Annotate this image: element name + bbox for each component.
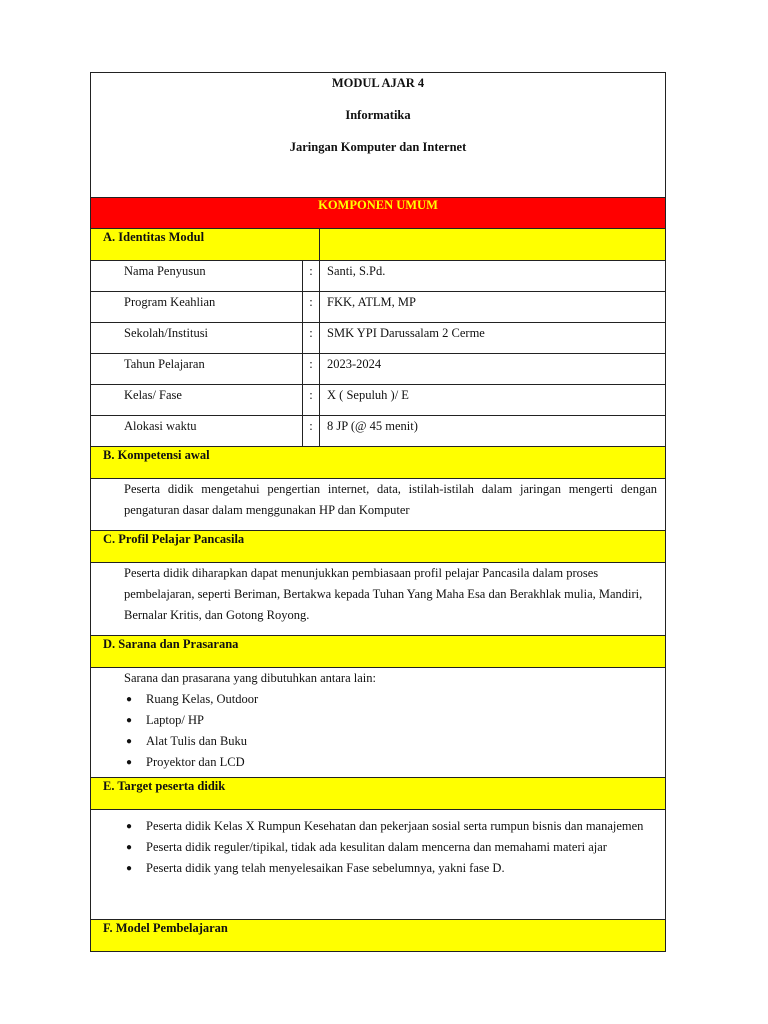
- section-d-intro: Sarana dan prasarana yang dibutuhkan antara lain:: [124, 671, 376, 685]
- list-item: ● Laptop/ HP: [124, 710, 657, 731]
- identitas-label: Alokasi waktu: [91, 416, 303, 446]
- subject-title: Informatika: [345, 108, 411, 122]
- identitas-label: Kelas/ Fase: [91, 385, 303, 415]
- section-c-header: C. Profil Pelajar Pancasila: [90, 531, 666, 563]
- identitas-label: Sekolah/Institusi: [91, 323, 303, 353]
- topic-title: Jaringan Komputer dan Internet: [289, 140, 467, 154]
- section-f-header: F. Model Pembelajaran: [90, 920, 666, 952]
- identitas-sep: :: [303, 354, 320, 384]
- section-a-title: A. Identitas Modul: [91, 229, 320, 260]
- identitas-label: Nama Penyusun: [91, 261, 303, 291]
- bullet-icon: ●: [126, 757, 133, 768]
- section-e-header: E. Target peserta didik: [90, 778, 666, 810]
- section-a-blank: [320, 229, 665, 260]
- identitas-value: 2023-2024: [327, 357, 382, 371]
- list-item: ● Peserta didik Kelas X Rumpun Kesehatan dan pekerjaan sosial serta rumpun bisnis dan manajemen: [124, 816, 657, 837]
- section-e-body: [90, 810, 666, 920]
- identitas-value: SMK YPI Darussalam 2 Cerme: [327, 326, 485, 340]
- section-d-body: [90, 668, 666, 778]
- list-item: ● Proyektor dan LCD: [124, 752, 657, 773]
- section-a-header: [90, 229, 666, 261]
- section-c-body: Peserta didik diharapkan dapat menunjukkan pembiasaan profil pelajar Pancasila dalam proses pembelajaran, seperti Beriman, Bertakwa kepada Tuhan Yang Maha Esa dan Berakhlak mulia, Mandiri, Bernalar Kritis, dan Gotong Royong.: [90, 563, 666, 636]
- identitas-label: Tahun Pelajaran: [91, 354, 303, 384]
- identitas-value: Santi, S.Pd.: [327, 264, 386, 278]
- identitas-row: [90, 385, 666, 416]
- target-list: [124, 816, 657, 879]
- list-item: ● Peserta didik reguler/tipikal, tidak ada kesulitan dalam mencerna dan memahami materi ajar: [124, 837, 657, 858]
- identitas-row: [90, 323, 666, 354]
- identitas-row: [90, 292, 666, 323]
- identitas-sep: :: [303, 323, 320, 353]
- sarana-list: [124, 689, 657, 773]
- bullet-icon: ●: [126, 842, 133, 853]
- identitas-row: [90, 354, 666, 385]
- bullet-icon: ●: [126, 821, 133, 832]
- module-title: MODUL AJAR 4: [331, 76, 425, 90]
- identitas-label: Program Keahlian: [91, 292, 303, 322]
- list-item: ● Peserta didik yang telah menyelesaikan Fase sebelumnya, yakni fase D.: [124, 858, 657, 879]
- section-d-header: D. Sarana dan Prasarana: [90, 636, 666, 668]
- bullet-icon: ●: [126, 715, 133, 726]
- bullet-icon: ●: [126, 694, 133, 705]
- identitas-sep: :: [303, 385, 320, 415]
- modul-ajar-document: [90, 72, 666, 952]
- identitas-sep: :: [303, 416, 320, 446]
- komponen-umum-band: KOMPONEN UMUM: [90, 198, 666, 229]
- identitas-value: FKK, ATLM, MP: [327, 295, 416, 309]
- section-b-header: B. Kompetensi awal: [90, 447, 666, 479]
- identitas-row: [90, 416, 666, 447]
- list-item: ● Alat Tulis dan Buku: [124, 731, 657, 752]
- bullet-icon: ●: [126, 736, 133, 747]
- list-item: ● Ruang Kelas, Outdoor: [124, 689, 657, 710]
- identitas-sep: :: [303, 292, 320, 322]
- identitas-value: 8 JP (@ 45 menit): [327, 419, 418, 433]
- bullet-icon: ●: [126, 863, 133, 874]
- title-block: [90, 72, 666, 198]
- identitas-value: X ( Sepuluh )/ E: [327, 388, 409, 402]
- identitas-row: [90, 261, 666, 292]
- identitas-sep: :: [303, 261, 320, 291]
- section-b-body: Peserta didik mengetahui pengertian internet, data, istilah-istilah dalam jaringan mengerti dengan pengaturan dasar dalam menggunakan HP dan Komputer: [90, 479, 666, 531]
